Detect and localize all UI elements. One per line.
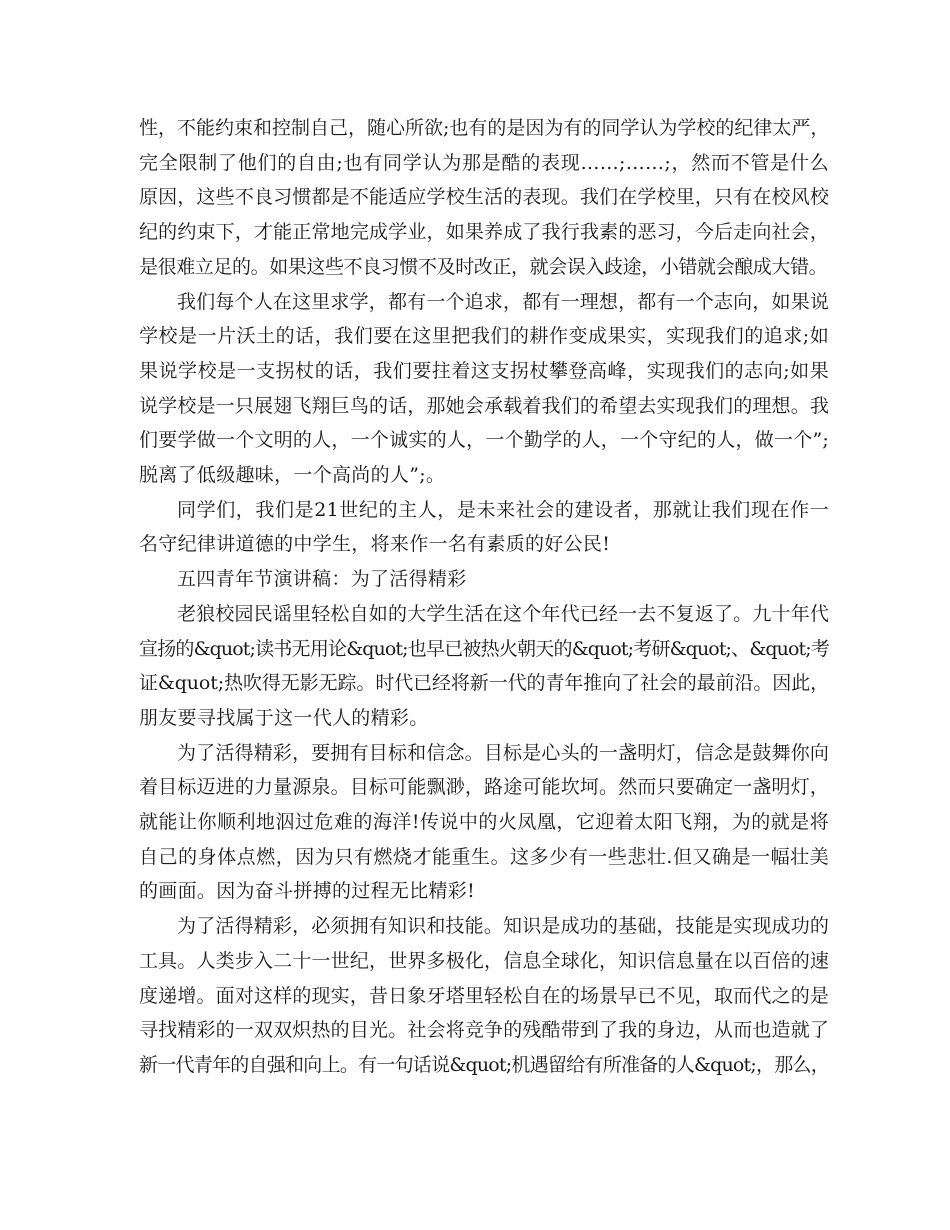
paragraph-4 xyxy=(139,597,829,736)
text-line: 名守纪律讲道德的中学生，将来作一名有素质的好公民! xyxy=(139,533,611,556)
text-line: 老狼校园民谣里轻松自如的大学生活在这个年代已经一去不复返了。九十年代 xyxy=(177,602,829,625)
text-line: 朋友要寻找属于这一代人的精彩。 xyxy=(139,706,429,729)
text-line: 为了活得精彩，必须拥有知识和技能。知识是成功的基础，技能是实现成功的 xyxy=(177,915,829,938)
text-line: 原因，这些不良习惯都是不能适应学校生活的表现。我们在学校里，只有在校风校 xyxy=(139,186,829,209)
text-line: 说学校是一只展翅飞翔巨鸟的话，那她会承载着我们的希望去实现我们的理想。我 xyxy=(139,394,829,417)
paragraph-1 xyxy=(139,111,829,285)
text-line: 是很难立足的。如果这些不良习惯不及时改正，就会误入歧途，小错就会酿成大错。 xyxy=(139,255,828,278)
text-line: 果说学校是一支拐杖的话，我们要拄着这支拐杖攀登高峰，实现我们的志向;如果 xyxy=(139,359,829,382)
text-line: 的画面。因为奋斗拼搏的过程无比精彩! xyxy=(139,880,476,903)
paragraph-6 xyxy=(139,909,829,1083)
text-line: 就能让你顺利地泅过危难的海洋!传说中的火凤凰，它迎着太阳飞翔，为的就是将 xyxy=(139,811,829,834)
paragraph-5 xyxy=(139,736,829,910)
text-line: 着目标迈进的力量源泉。目标可能飘渺，路途可能坎坷。然而只要确定一盏明灯， xyxy=(139,776,829,799)
text-line: 我们每个人在这里求学，都有一个追求，都有一理想，都有一个志向，如果说 xyxy=(177,290,829,313)
text-line: 学校是一片沃土的话，我们要在这里把我们的耕作变成果实，实现我们的追求;如 xyxy=(139,325,829,348)
paragraph-2 xyxy=(139,285,829,493)
text-line: 宣扬的&quot;读书无用论&quot;也早已被热火朝天的&quot;考研&quot;、&quot;考 xyxy=(139,637,829,660)
text-line: 证&quot;热吹得无影无踪。时代已经将新一代的青年推向了社会的最前沿。因此， xyxy=(139,672,829,695)
text-line: 新一代青年的自强和向上。有一句话说&quot;机遇留给有所准备的人&quot;，那么， xyxy=(139,1053,829,1076)
text-line: 纪的约束下，才能正常地完成学业，如果养成了我行我素的恶习，今后走向社会， xyxy=(139,221,829,244)
text-line: 性，不能约束和控制自己，随心所欲;也有的是因为有的同学认为学校的纪律太严， xyxy=(139,117,830,139)
text-line: 们要学做一个文明的人，一个诚实的人，一个勤学的人，一个守纪的人，做一个”; xyxy=(139,429,829,452)
paragraph-3 xyxy=(139,493,829,562)
text-line: 完全限制了他们的自由;也有同学认为那是酷的表现……;……;，然而不管是什么 xyxy=(139,151,829,174)
section-heading: 五四青年节演讲稿：为了活得精彩 xyxy=(177,568,467,591)
text-line: 脱离了低级趣味，一个高尚的人”;。 xyxy=(139,464,446,487)
text-line: 同学们，我们是21世纪的主人，是未来社会的建设者，那就让我们现在作一 xyxy=(177,498,829,521)
text-line: 为了活得精彩，要拥有目标和信念。目标是心头的一盏明灯，信念是鼓舞你向 xyxy=(177,741,829,764)
text-line: 自己的身体点燃，因为只有燃烧才能重生。这多少有一些悲壮.但又确是一幅壮美 xyxy=(139,845,829,868)
document-body xyxy=(139,111,829,1083)
text-line: 工具。人类步入二十一世纪，世界多极化，信息全球化，知识信息量在以百倍的速 xyxy=(139,949,829,972)
text-line: 寻找精彩的一双双炽热的目光。社会将竞争的残酷带到了我的身边，从而也造就了 xyxy=(139,1019,829,1042)
text-line: 度递增。面对这样的现实，昔日象牙塔里轻松自在的场景早已不见，取而代之的是 xyxy=(139,984,829,1007)
